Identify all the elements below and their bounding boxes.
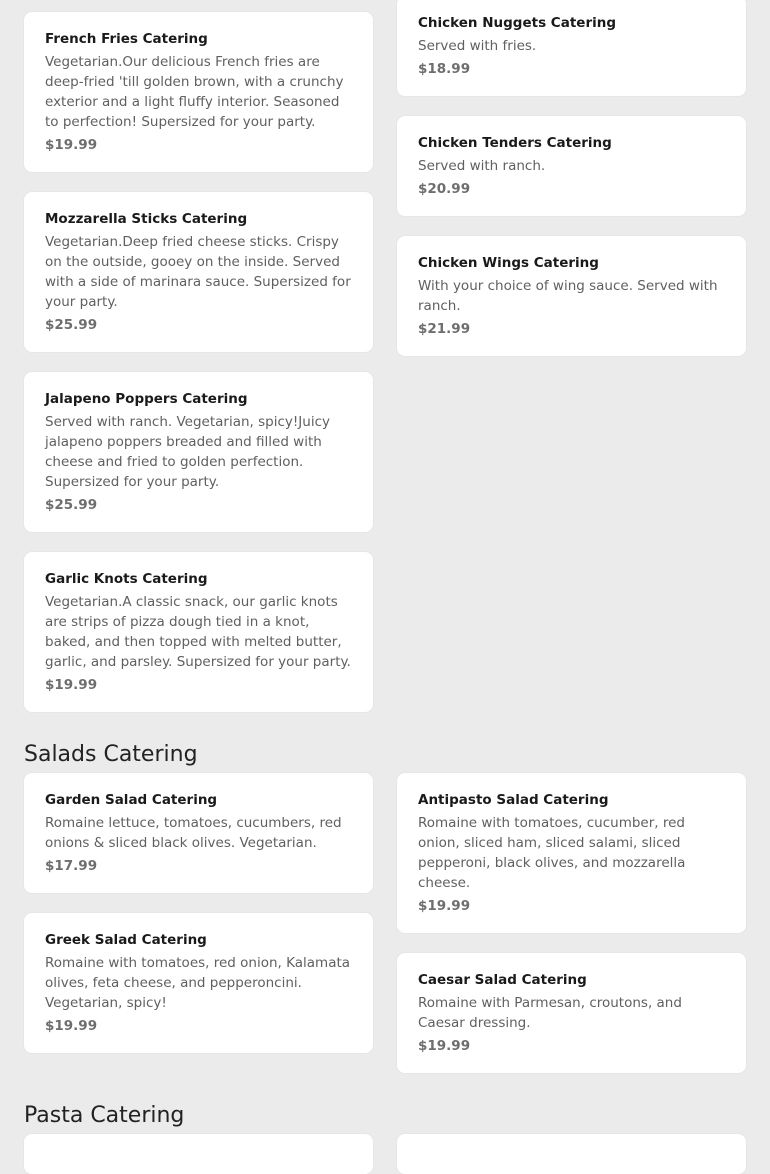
menu-item-price: $25.99 bbox=[45, 497, 98, 513]
menu-item-card-garlic-knots[interactable] bbox=[24, 552, 373, 712]
menu-item-title: Chicken Nuggets Catering bbox=[418, 15, 616, 31]
menu-item-card-pasta-2[interactable] bbox=[397, 1134, 746, 1174]
menu-item-card-chicken-nuggets[interactable] bbox=[397, 0, 746, 96]
menu-item-card-jalapeno-poppers[interactable] bbox=[24, 372, 373, 532]
menu-item-card-antipasto-salad[interactable] bbox=[397, 773, 746, 933]
menu-item-card-garden-salad[interactable] bbox=[24, 773, 373, 893]
menu-item-price: $17.99 bbox=[45, 858, 98, 874]
menu-item-title: Garlic Knots Catering bbox=[45, 571, 208, 587]
menu-item-title: French Fries Catering bbox=[45, 31, 208, 47]
menu-item-description: Vegetarian.Our delicious French fries are deep-fried 'till golden brown, with a crunchy exterior and a light fluffy interior. Seasoned to perfection! Supersized for your party. bbox=[45, 54, 344, 130]
menu-item-description: Romaine lettuce, tomatoes, cucumbers, red onions & sliced black olives. Vegetarian. bbox=[45, 815, 342, 851]
menu-item-description: With your choice of wing sauce. Served with ranch. bbox=[418, 278, 718, 314]
menu-item-title: Chicken Wings Catering bbox=[418, 255, 599, 271]
menu-item-title: Garden Salad Catering bbox=[45, 792, 218, 808]
menu-item-title: Greek Salad Catering bbox=[45, 932, 207, 948]
menu-item-description: Vegetarian.A classic snack, our garlic knots are strips of pizza dough tied in a knot, baked, and then topped with melted butter, garlic, and parsley. Supersized for your party. bbox=[45, 594, 351, 670]
menu-item-price: $19.99 bbox=[45, 137, 98, 153]
menu-item-price: $19.99 bbox=[418, 898, 471, 914]
menu-item-title: Chicken Tenders Catering bbox=[418, 135, 612, 151]
menu-item-price: $19.99 bbox=[45, 1018, 98, 1034]
menu-item-card-mozzarella-sticks[interactable] bbox=[24, 192, 373, 352]
menu-item-description: Romaine with Parmesan, croutons, and Caesar dressing. bbox=[418, 995, 682, 1031]
menu-item-price: $19.99 bbox=[45, 677, 98, 693]
menu-item-card-greek-salad[interactable] bbox=[24, 913, 373, 1053]
menu-item-card-chicken-wings[interactable] bbox=[397, 236, 746, 356]
menu-item-description: Served with fries. bbox=[418, 38, 537, 54]
menu-item-title: Mozzarella Sticks Catering bbox=[45, 211, 248, 227]
menu-item-price: $20.99 bbox=[418, 181, 471, 197]
menu-item-title: Jalapeno Poppers Catering bbox=[45, 391, 248, 407]
menu-item-title: Antipasto Salad Catering bbox=[418, 792, 609, 808]
menu-item-card-chicken-tenders[interactable] bbox=[397, 116, 746, 216]
menu-item-title: Caesar Salad Catering bbox=[418, 972, 587, 988]
menu-item-description: Served with ranch. Vegetarian, spicy!Juicy jalapeno poppers breaded and filled with cheese and fried to golden perfection. Supersized for your party. bbox=[45, 414, 330, 490]
menu-item-card-caesar-salad[interactable] bbox=[397, 953, 746, 1073]
menu-item-price: $18.99 bbox=[418, 61, 471, 77]
menu-item-description: Served with ranch. bbox=[418, 158, 546, 174]
menu-item-description: Vegetarian.Deep fried cheese sticks. Crispy on the outside, gooey on the inside. Served with a side of marinara sauce. Supersized for your party. bbox=[45, 234, 351, 310]
menu-item-description: Romaine with tomatoes, red onion, Kalamata olives, feta cheese, and pepperoncini. Vegetarian, spicy! bbox=[45, 955, 351, 1011]
section-heading-pasta: Pasta Catering bbox=[24, 1103, 185, 1128]
menu-item-price: $21.99 bbox=[418, 321, 471, 337]
menu-item-card-french-fries[interactable] bbox=[24, 12, 373, 172]
menu-item-price: $25.99 bbox=[45, 317, 98, 333]
menu-item-card-pasta-1[interactable] bbox=[24, 1134, 373, 1174]
menu-item-description: Romaine with tomatoes, cucumber, red onion, sliced ham, sliced salami, sliced pepperoni, black olives, and mozzarella cheese. bbox=[418, 815, 686, 891]
menu-item-price: $19.99 bbox=[418, 1038, 471, 1054]
section-heading-salads: Salads Catering bbox=[24, 742, 198, 767]
